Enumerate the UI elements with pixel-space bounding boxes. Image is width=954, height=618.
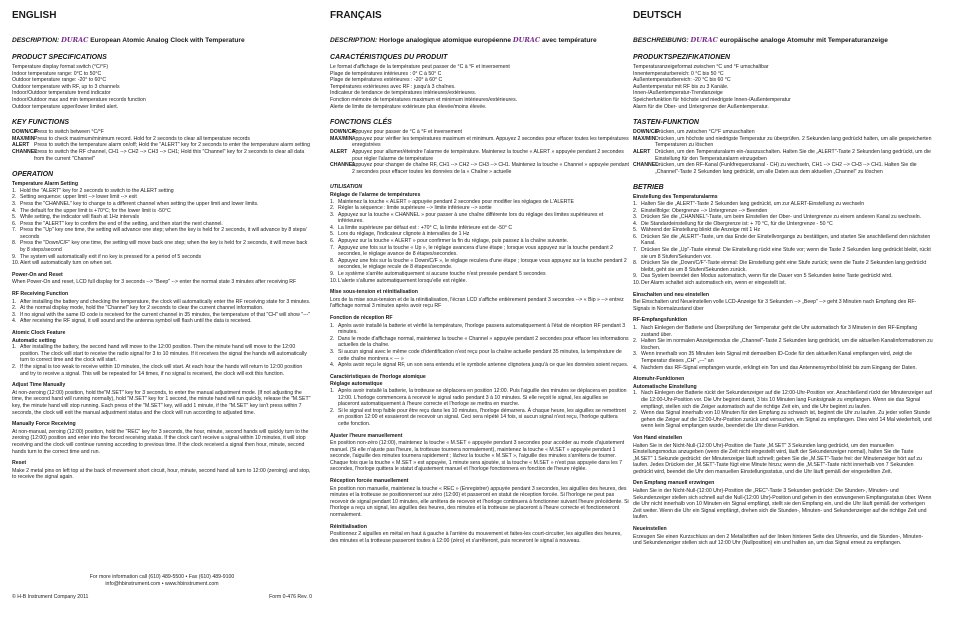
english-column — [12, 10, 312, 481]
copyright: © H-B Instrument Company 2011 — [12, 593, 89, 600]
footer — [12, 574, 312, 600]
key-desc: Drücken, um höchste und niedrigste Temperatur zu überprüfen. 2 Sekunden lang gedrückt halten, um alle gespeicherten Temperaturen zu löschen — [655, 135, 932, 149]
description-text: European Atomic Analog Clock with Temperature — [90, 37, 245, 44]
list-item: 3. Press the "CHANNEL" key to change to a different channel when setting the upper limit and lower limits. — [12, 200, 259, 207]
list-item: 3. Wenn innerhalb von 35 Minuten kein Signal mit demselben ID-Code für den aktuellen Kanal empfangen wird, zeigt die Temperatur dieses „CH" „---" an — [633, 351, 912, 364]
key-name: MAX/MIN — [330, 135, 353, 142]
key-name: DOWN/C/F — [633, 129, 660, 136]
key-desc: Drücken, um den Temperaturalarm ein-/auszuschalten. Halten Sie die „ALERT"-Taste 2 Sekunden lang gedrückt, um die Einstellung für den Temperaturalarm einzugeben — [655, 148, 931, 162]
alarm-setting-title: Einstellung des Temperaturalarms — [633, 194, 718, 201]
list-item: 4. La limite supérieure par défaut est : +70° C, la limite inférieure est de -50° C — [330, 224, 513, 231]
auto-steps — [12, 344, 312, 377]
spec-line: Températures extérieures avec RF : jusqu'à 3 chaînes. — [330, 83, 456, 90]
key-name: ALERT — [633, 148, 651, 155]
list-item: 8. Appuyez une fois sur la touche « Down/C/F », le réglage reculera d'une étape ; lorsque vous appuyez sur la touche pendant 2 secondes, le réglage recule de 8 étapes/seconde. — [330, 257, 627, 271]
utilisation-title: UTILISATION — [330, 184, 363, 191]
key-desc: Appuyez pour vérifier les températures maximum et minimum. Appuyez 2 secondes pour effacer toutes les températures enregistrées — [352, 135, 629, 149]
force-receiving-title: Manually Force Receiving — [12, 421, 76, 428]
spec-line: Indicateur de tendance de températures intérieures/extérieures. — [330, 90, 477, 97]
french-description — [330, 36, 630, 45]
list-item: 1. Nach Einlegen der Batterie rückt der Sekundenzeiger auf die 12:00-Uhr-Position vor. Anschließend rückt der Minutenzeiger auf die 12:00-Uhr-Position vor. Die Uhr beginnt damit, 3 bis 10 Minuten lang Funksignale zu empfangen. Wenn sie das Signal empfängt, stellen sich die Zeiger automatisch auf die richtige Zeit ein, und die Uhr beginnt zu laufen. — [633, 390, 932, 410]
key-row — [330, 129, 630, 136]
spec-line: Indoor/Outdoor max and min temperature records function — [12, 96, 146, 103]
list-item: 3. Drücken Sie die „CHANNEL"-Taste, um beim Einstellen der Ober- und Untergrenze zu einem anderen Kanal zu wechseln. — [633, 214, 922, 221]
key-name: CHANNEL — [633, 162, 659, 169]
durac-logo: DURAC — [690, 36, 718, 44]
key-desc: Press to switch the RF channel, CH1 --> CH2 --> CH3 --> CH1; Hold this "Channel" key for 2 seconds to clear all data from the current "Channel" — [34, 148, 305, 162]
spec-line: Speicherfunktion für höchste und niedrigste Innen-/Außentemperatur — [633, 96, 791, 103]
list-item: 1. Halten Sie die „ALERT"-Taste 2 Sekunden lang gedrückt, um zur ALERT-Einstellung zu wechseln — [633, 200, 865, 207]
list-item: 9. The system will automatically exit if no key is pressed for a period of 5 seconds — [12, 253, 202, 260]
alarm-steps — [12, 188, 312, 267]
list-item: 2. At the normal display mode, hold the "Channel" key for 2 seconds to clear the current channel information. — [12, 305, 264, 312]
spec-line: Plage de températures intérieures : 0° C à 50° C — [330, 70, 442, 77]
force-receiving-text: Halten Sie in der Nicht-Null-(12:00 Uhr)-Position die „REC"-Taste 3 Sekunden gedrückt: Die Stunden-, Minuten- und Sekundenzeiger stellen sich schnell auf die Null-(12:00 Uhr)-Position und gehen in den erzwungenen Empfangsstatus über. Wenn die Uhr nicht innerhalb von 10 Minuten ein Signal empfängt, stellt sie den Empfang ein, und die Uhr läuft gemäß der vorherigen Zeit weiter. Wenn die Uhr ein Signal empfängt, drehen sich die Stunden-, Minuten- und Sekundenzeiger auf die richtige Zeit und laufen. — [633, 488, 932, 521]
adjust-time-title: Ajuster l'heure manuellement — [330, 432, 403, 439]
atomic-clock-title: Atomuhr-Funktionen — [633, 376, 685, 383]
key-row — [12, 136, 312, 143]
reset-text: Make 2 metal pins on left top at the back of movement short circuit, hour, minute, second hand all turn to 12:00 (zeroing) and stop, to receive the signal again. — [12, 467, 311, 481]
key-desc: Appuyez pour passer de °C à °F et inversement — [352, 129, 462, 136]
list-item: 8. Press the "Down/C/F" key one time, the setting will move back one step; when the key is held for 2 seconds, it will move back by 8 steps/second — [12, 240, 308, 254]
list-item: 3. Appuyez sur la touche « CHANNEL » pour passer à une chaîne différente lors du réglage des limites supérieures et inférieures. — [330, 211, 604, 225]
key-name: DOWN/C/F — [330, 129, 357, 136]
spec-line: Außentemperatur mit RF bis zu 3 Kanäle. — [633, 83, 729, 90]
atomic-clock-title: Caractéristiques de l'horloge atomique — [330, 373, 426, 380]
key-desc: Press to switch between °C/°F — [34, 129, 104, 136]
spec-line: Temperaturanzeigeformat zwischen °C und °F umschaltbar — [633, 64, 769, 70]
reset-text: Positionnez 2 aiguilles en métal en haut à gauche à l'arrière du mouvement et faites-les court-circuiter, les aiguilles des heures, des minutes et la trotteuse passeront toutes à 12:00 (zéro) et s'arrêteront, puis recevront le signal à nouveau. — [330, 531, 622, 544]
list-item: 9. Le système s'arrête automatiquement si aucune touche n'est pressée pendant 5 secondes — [330, 271, 546, 278]
list-item: 5. While setting, the indicator will flash at 1Hz intervals — [12, 214, 140, 221]
list-item: 5. Lors du réglage, l'indicateur clignote à intervalles de 1 Hz — [330, 231, 470, 238]
list-item: 2. Wenn das Signal innerhalb von 10 Minuten für den Empfang zu schwach ist, beginnt die Uhr zu laufen. Zu jeder vollen Stunde gehen die Zeiger auf die 12:00-Uhr-Position zurück und versuchen, ein Signal zu empfangen. Dies wird 14 Mal wiederholt, und wenn kein Signal empfangen wurde, beendet die Uhr diese Funktion. — [633, 410, 932, 430]
key-functions-title: TASTEN-FUNKTION — [633, 119, 699, 127]
power-on-text: Bei Einschalten und Neueinstellen volle LCD-Anzeige für 3 Sekunden --> „Beep" --> geht 3 Minuten nach Empfang des RF-Signals in Normalzustand über — [633, 299, 917, 312]
contact-line: For more information call (610) 489-5500 • Fax (610) 489-9100 — [89, 574, 235, 580]
force-receiving-text: At non-manual, zeroing (12:00) position, hold the "REC" key for 3 seconds, the hour, minute, second hands will quickly turn to the zeroing (12:00) position and enter into the forced receiving status. If the clock can't receive a signal within 10 minutes, it will stop receiving and the clock will continue running according to previous time. If the clock received a signal then hour, minute, second hands turn to the correct time and run. — [12, 428, 309, 455]
rf-steps — [330, 323, 630, 369]
specs-title: PRODUCT SPECIFICATIONS — [12, 54, 107, 61]
power-on-title: Einschalten und neu einstellen — [633, 291, 710, 298]
list-item: 6. Press the "ALERT" key to confirm the end of the setting, and then start the next channel. — [12, 220, 223, 227]
email-line: info@hbinstrument.com • www.hbinstrument.com — [105, 580, 219, 587]
list-item: 6. Appuyez sur la touche « ALERT » pour confirmer la fin du réglage, puis passez à la chaîne suivante. — [330, 238, 569, 245]
list-item: 1. After installing the battery, the second hand will move to the 12:00 position. Then the minute hand will move to the 12:00 position. The clock will start to receive the radio signal for 3 to 10 minutes. If it receives the signal the hands will automatically turn to correct time and the clock will start. — [12, 344, 307, 364]
key-name: MAX/MIN — [633, 135, 656, 142]
key-row — [330, 162, 630, 175]
french-column — [330, 10, 630, 544]
power-on-text: When Power-On and reset, LCD full display for 3 seconds --> "Beep" --> enter the normal state 3 minutes after receiving RF — [12, 279, 297, 286]
key-name: DOWN/C/F — [12, 129, 39, 136]
rf-receiving-title: RF-Empfangsfunktion — [633, 317, 688, 324]
list-item: 7. Press the "Up" key one time, the setting will advance one step; when the key is held for 2 seconds, it will advance by 8 steps/ seconds — [12, 227, 307, 240]
list-item: 4. Nachdem das RF-Signal empfangen wurde, erklingt ein Ton und das Antennensymbol blinkt bis zum Eingang der Daten. — [633, 364, 917, 371]
rf-steps — [633, 325, 933, 371]
reset-title: Reset — [12, 460, 27, 467]
spec-line: Außentemperaturbereich: -20 °C bis 60 °C — [633, 77, 731, 84]
durac-logo: DURAC — [61, 36, 89, 44]
rf-receiving-title: Fonction de réception RF — [330, 315, 393, 321]
key-row — [12, 149, 312, 162]
description-text: Horloge analogique atomique européenne — [379, 37, 512, 44]
key-name: CHANNEL — [12, 148, 38, 155]
list-item: 5. Während der Einstellung blinkt die Anzeige mit 1 Hz — [633, 227, 761, 234]
rf-receiving-title: RF Receiving Function — [12, 291, 69, 298]
key-functions-title: KEY FUNCTIONS — [12, 119, 70, 127]
description-text-end: avec température — [542, 37, 597, 44]
description-text: europäische analoge Atomuhr mit Temperaturanzeige — [719, 37, 888, 44]
key-name: ALERT — [330, 148, 348, 155]
list-item: 1. Hold the "ALERT" key for 2 seconds to switch to the ALERT setting — [12, 187, 174, 194]
list-item: 7. Drücken Sie die „Up"-Taste einmal: Die Einstellung rückt eine Stufe vor; wenn die Taste 2 Sekunden lang gedrückt bleibt, rückt sie um 8 Stufen/Sekunden vor. — [633, 247, 931, 260]
specs-list — [330, 64, 630, 110]
list-item: 1. Maintenez la touche « ALERT » appuyée pendant 2 secondes pour modifier les réglages de L'ALERTE — [330, 198, 575, 205]
german-column — [633, 10, 933, 547]
auto-steps — [330, 388, 630, 428]
list-item: 10. L'alerte s'allume automatiquement lorsqu'elle est réglée. — [330, 277, 467, 284]
spec-line: Indoor/Outdoor temperature trend indicator — [12, 90, 111, 97]
adjust-time-text: Halten Sie in der Nicht-Null-(12:00 Uhr)-Position die Taste „M.SET" 3 Sekunden lang gedrückt, um den manuellen Einstellungsmodus anzugeben (wenn die Zeit nicht eingestellt wird, läuft der Sekundenzeiger normal), halten Sie die Taste „M.SET" 1 Sekunde gedrückt: der Minutenzeiger läuft schnell; geben Sie die „M.SET"-Taste frei: der Minutenzeiger hört auf zu laufen. Jedes Drücken der „M.SET"-Taste fügt eine Minute hinzu; wenn die „M.SET"-Taste nicht innerhalb von 7 Sekunden gedrückt wird, beendet die Uhr den manuellen Einstellungsstatus, und die Uhr läuft gemäß der eingestellten Zeit. — [633, 442, 922, 475]
alarm-setting-title: Réglage de l'alarme de températures — [330, 191, 421, 198]
key-desc: Drücken, um den RF-Kanal (Funkfrequenzkanal - CH) zu wechseln, CH1 --> CH2 --> CH3 --> CH1. Halten Sie die „Channel"-Taste 2 Sekunden lang gedrückt, um alle Daten aus dem aktuellen „Channel" zu löschen — [655, 162, 917, 175]
list-item: 9. Das System beendet den Modus automatisch, wenn für die Dauer von 5 Sekunden keine Taste gedrückt wird. — [633, 273, 893, 280]
list-item: 10. Der Alarm schaltet sich automatisch ein, wenn er eingestellt ist. — [633, 280, 787, 287]
list-item: 2. Einstellfolge: Obergrenze --> Untergrenze --> Beenden — [633, 207, 768, 214]
key-name: CHANNEL — [330, 162, 356, 169]
reset-title: Réinitialisation — [330, 523, 367, 530]
list-item: 8. Drücken Sie die „Down/C/F"-Taste einmal: Die Einstellung geht eine Stufe zurück; wenn die Taste 2 Sekunden lang gedrückt bleibt, geht sie um 8 Stufen/Sekunden zurück. — [633, 260, 927, 273]
english-heading: ENGLISH — [12, 10, 57, 21]
spec-line: Innentemperaturbereich: 0 °C bis 50 °C — [633, 70, 724, 77]
spec-line: Alerte de limite de température extérieure plus élevée/moins élevée. — [330, 103, 487, 110]
list-item: 6. Drücken Sie die „ALERT"-Taste, um das Ende der Einstellvorgangs zu bestätigen, und starten Sie anschließend den nächsten Kanal. — [633, 233, 931, 247]
key-desc: Press to switch the temperature alarm on/off; Hold the "ALERT" key for 2 seconds to enter the temperature alarm setting — [34, 142, 310, 149]
spec-line: Innen-/Außentemperatur-Trendanzeige — [633, 90, 723, 97]
force-receiving-title: Réception forcée manuellement — [330, 478, 409, 485]
reset-text: Erzeugen Sie einen Kurzschluss an den 2 Metallstiften auf der linken hinteren Seite des Uhrwerks, und die Stunden-, Minuten- und Sekundenzeiger stellen sich auf 12:00 Uhr (Nullposition) ein und halten an, um das Signal erneut zu empfangen. — [633, 533, 924, 547]
spec-line: Plage de températures extérieures : -20° à 60° C — [330, 77, 443, 84]
list-item: 2. Halten Sie im normalen Anzeigemodus die „Channel"-Taste 2 Sekunden lang gedrückt, um die aktuellen Kanalinformationen zu löschen. — [633, 338, 933, 351]
key-desc: Appuyez pour changer de chaîne RF, CH1 --> CH2 --> CH3 --> CH1. Maintenez la touche « Channel » appuyée pendant 2 secondes pour effacer toutes les données de la « Chaîne » actuelle — [352, 162, 629, 175]
key-functions-list — [12, 129, 312, 162]
key-functions-title: FONCTIONS CLÉS — [330, 119, 392, 127]
list-item: 7. Appuyez une fois sur la touche « Up », le réglage avancera d'une étape ; lorsque vous appuyez sur la touche pendant 2 secondes, le réglage avance de 8 étapes/secondes. — [330, 244, 613, 258]
key-row — [330, 136, 630, 149]
spec-line: Fonction mémoire de températures maximum et minimum intérieures/extérieures. — [330, 96, 518, 103]
description-label: BESCHREIBUNG: — [633, 37, 689, 44]
spec-line: Outdoor temperature range: -20° to 60°C — [12, 77, 107, 84]
footer-row — [12, 594, 312, 601]
key-functions-list — [633, 129, 933, 175]
key-functions-list — [330, 129, 630, 175]
german-heading: DEUTSCH — [633, 10, 682, 21]
key-name: MAX/MIN — [12, 135, 35, 142]
power-on-title: Mise sous-tension et réinitialisation — [330, 289, 418, 296]
english-description — [12, 36, 312, 45]
key-row — [12, 129, 312, 136]
list-item: 2. Dans le mode d'affichage normal, maintenez la touche « Channel » appuyée pendant 2 secondes pour effacer les informations actuelles de la chaîne. — [330, 335, 629, 349]
key-row — [12, 142, 312, 149]
key-row — [633, 149, 933, 162]
description-label: DESCRIPTION: — [330, 37, 378, 44]
alarm-steps — [633, 201, 933, 287]
list-item: 1. Après avoir installé la batterie et vérifié la température, l'horloge passera automatiquement à l'état de réception RF pendant 3 minutes. — [330, 322, 626, 336]
spec-line: Outdoor temperature upper/lower limited alert. — [12, 103, 119, 110]
key-row — [633, 162, 933, 175]
force-receiving-title: Den Empfang manuell erzwingen — [633, 480, 715, 487]
key-row — [633, 129, 933, 136]
specs-list — [12, 64, 312, 110]
rf-steps — [12, 299, 312, 325]
key-row — [633, 136, 933, 149]
list-item: 1. Après avoir installé la batterie, la trotteuse se déplacera en position 12:00. Puis l'aiguille des minutes se déplacera en position 12:00. L'horloge commencera à recevoir le signal radio pendant 3 à 10 minutes. Si elle reçoit le signal, les aiguilles se placeront automatiquement à l'heure correcte et l'horloge se mettra en marche. — [330, 387, 627, 408]
specs-title: CARACTÉRISTIQUES DU PRODUIT — [330, 54, 448, 61]
list-item: 1. Nach Einlegen der Batterie und Überprüfung der Temperatur geht die Uhr automatisch für 3 Minuten in den RF-Empfang zustand über. — [633, 325, 918, 338]
description-label: DESCRIPTION: — [12, 37, 60, 44]
atomic-clock-title: Atomic Clock Feature — [12, 330, 66, 336]
automatic-setting-title: Réglage automatique — [330, 381, 383, 388]
list-item: 1. After installing the battery and checking the temperature, the clock will automatically enter the RF receiving state for 3 minutes. — [12, 298, 311, 305]
german-description — [633, 36, 933, 45]
adjust-time-title: Adjust Time Manually — [12, 382, 66, 389]
alarm-setting-title: Temperature Alarm Setting — [12, 181, 79, 188]
spec-line: Outdoor temperature with RF, up to 3 channels — [12, 83, 120, 90]
list-item: 3. Si aucun signal avec le même code d'identification n'est reçu pour la chaîne actuelle pendant 35 minutes, la température de cette chaîne montrera « --- » — [330, 348, 622, 362]
spec-line: Indoor temperature range: 0°C to 50°C — [12, 70, 102, 77]
power-on-title: Power-On and Reset — [12, 271, 63, 278]
reset-title: Neueinstellen — [633, 526, 667, 533]
form-number: Form 0-476 Rev. 0 — [269, 593, 312, 600]
key-desc: Drücken, um zwischen °C/°F umzuschalten — [655, 129, 755, 136]
automatic-setting-title: Automatic setting — [12, 337, 56, 344]
specs-title: PRODUKTSPEZIFIKATIONEN — [633, 54, 731, 61]
adjust-time-text: At non-zeroing (12:00) position, hold the"M.SET" key for 3 seconds, to enter the manual adjustment mode. (If not adjusting the time, the second hand will running normally), hold "M.SET" key for 1 second, the minute hand will run quickly, release the "M.SET" key, the minute hand will stop running. Each press of the "M.SET" key, will add 1 minute, if the "M.SET" key isn't press within 7 seconds, the clock will exit the manual adjustment status and the clock will run according to adjusted time. — [12, 389, 311, 416]
list-item: 4. After receiving the RF signal, it will sound and the antenna symbol will flash until the data is received. — [12, 318, 252, 325]
betrieb-title: BETRIEB — [633, 184, 664, 192]
list-item: 2. Régler la séquence : limite supérieure --> limite inférieure --> sortie — [330, 205, 492, 212]
key-row — [330, 149, 630, 162]
auto-steps — [633, 390, 933, 430]
force-receiving-text: En position non manuelle, maintenez la touche « REC » (Enregistrer) appuyée pendant 3 secondes, les aiguilles des heures, des minutes et la trotteuse se positionneront sur zéro (12:00) et passeront en statut de réception forcée. Si l'horloge ne peut pas recevoir de signal pendant 10 minutes, elle arrêtera de recevoir et l'horloge continuera à fonctionner suivant l'heure précédente. Si l'horloge a reçu un signal, les aiguilles des heures, des minutes et la trotteuse se placeront à l'heure correcte et fonctionneront normalement. — [330, 485, 629, 519]
list-item: 3. If no signal with the same ID code is received for the current channel in 35 minutes, the temperature of that "CH" will show "---" — [12, 311, 311, 318]
list-item: 2. Si le signal est trop faible pour être reçu dans les 10 minutes, l'horloge démarrera. À chaque heure, les aiguilles se remettront en position 12:00 et essaieront de recevoir un signal. Ceci sera répété 14 fois, si aucun signal n'est reçu, l'horloge quittera cette fonction. — [330, 407, 626, 427]
list-item: 2. Setting sequence: upper limit --> lower limit --> exit — [12, 194, 137, 201]
durac-logo: DURAC — [512, 36, 541, 44]
specs-list — [633, 64, 933, 110]
alarm-steps — [330, 199, 630, 285]
operation-title: OPERATION — [12, 171, 54, 179]
key-desc: Appuyez pour allumer/éteindre l'alarme de température. Maintenez la touche « ALERT » appuyée pendant 2 secondes pour régler l'alarme de température — [352, 148, 624, 162]
list-item: 2. If the signal is too weak to receive within 10 minutes, the clock will start. At each hour the hands will return to 12:00 position and try to receive a signal. This will be repeated for 14 times, if no signal is received, the clock will exit this function. — [12, 363, 303, 377]
spec-line: Le format d'affichage de la température peut passer de °C à °F et inversement — [330, 64, 510, 70]
automatic-setting-title: Automatische Einstellung — [633, 383, 697, 390]
spec-line: Alarm für die Ober- und Untergrenze der Außentemperatur. — [633, 103, 769, 110]
power-on-text: Lors de la mise sous-tension et de la réinitialisation, l'écran LCD s'affiche entièrement pendant 3 secondes --> « Bip » --> entrez l'affichage normal 3 minutes après avoir reçu RF — [330, 296, 624, 310]
spec-line: Temperature display format switch (°C/°F) — [12, 64, 109, 70]
list-item: 4. The default for the upper limit is +70°C; for the lower limit is -50°C — [12, 207, 171, 214]
list-item: 10. Alert will automatically turn on when set. — [12, 260, 113, 267]
list-item: 4. Après avoir reçu le signal RF, un son sera entendu et le symbole antenne clignotera jusqu'à ce que les données soient reçues. — [330, 362, 629, 369]
key-name: ALERT — [12, 142, 30, 149]
list-item: 4. Die Standardeinstellung für die Obergrenze ist: + 70 °C, für die Untergrenze - 50 °C — [633, 220, 833, 227]
adjust-time-text: En position non-zéro (12:00), maintenez la touche « M.SET » appuyée pendant 3 secondes pour accéder au mode d'ajustement manuel. (Si elle n'ajuste pas l'heure, la trotteuse tournera normalement), maintenez la touche « M.SET » appuyée pendant 1 seconde, l'aiguille des minutes tournera rapidement ; lâchez la touche « M.SET », l'aiguille des minutes s'arrêtera de tourner. Chaque fois que la touche « M.SET » est appuyée, 1 minute sera ajoutée, si la touche « M.SET » n'est pas appuyée dans les 7 secondes, l'horloge quittera le statut d'ajustement manuel et l'horloge fonctionnera en fonction de l'heure réglée. — [330, 440, 625, 473]
key-desc: Press to check maximum/minimum record. Hold for 2 seconds to clear all temperature records — [34, 135, 250, 142]
french-heading: FRANÇAIS — [330, 10, 382, 21]
adjust-time-title: Von Hand einstellen — [633, 434, 683, 441]
